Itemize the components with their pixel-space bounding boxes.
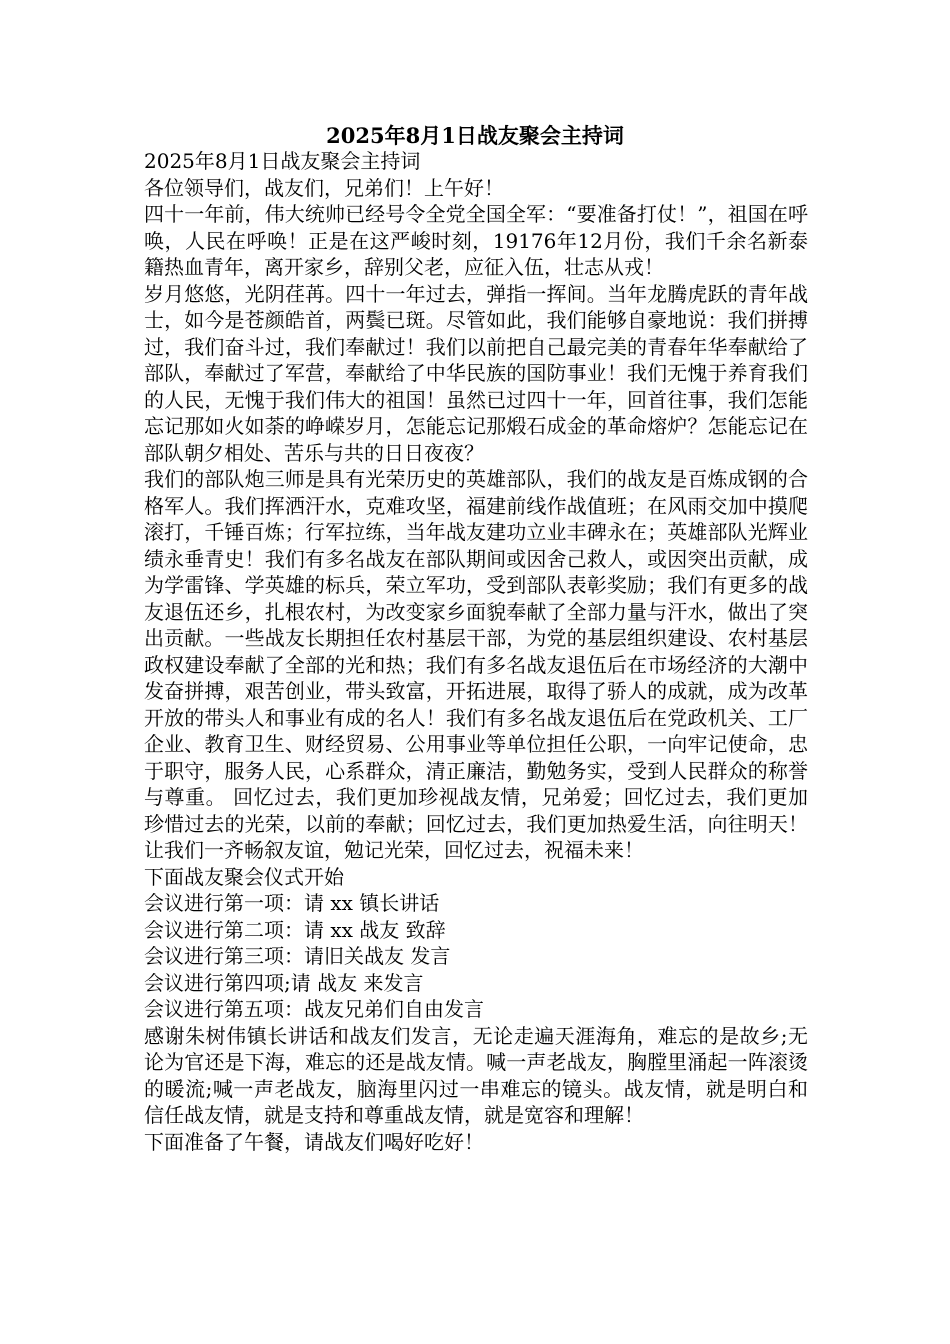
agenda-item-3: 会议进行第三项：请旧关战友 发言 <box>144 944 451 968</box>
document-body <box>144 148 808 1155</box>
agenda-item-2: 会议进行第二项：请 xx 战友 致辞 <box>144 917 446 942</box>
paragraph-subtitle: 2025年8月1日战友聚会主持词 <box>144 149 421 173</box>
agenda-item-5: 会议进行第五项：战友兄弟们自由发言 <box>144 997 484 1021</box>
paragraph-thanks: 感谢朱树伟镇长讲话和战友们发言，无论走遍天涯海角，难忘的是故乡;无论为官还是下海，难忘的还是战友情。喊一声老战友，胸膛里涌起一阵滚烫的暖流;喊一声老战友，脑海里闪过一串难忘的镜头。战友情，就是明白和信任战友情，就是支持和尊重战友情，就是宽容和理解！ <box>144 1023 808 1127</box>
agenda-item-1: 会议进行第一项：请 xx 镇长讲话 <box>144 891 440 915</box>
paragraph-ceremony-start: 下面战友聚会仪式开始 <box>144 864 344 889</box>
agenda-item-4: 会议进行第四项;请 战友 来发言 <box>144 970 424 995</box>
paragraph-greeting: 各位领导们，战友们，兄弟们！上午好！ <box>144 175 504 200</box>
paragraph-unit-honor: 我们的部队炮三师是具有光荣历史的英雄部队，我们的战友是百炼成钢的合格军人。我们挥洒汗水，克难攻坚，福建前线作战值班；在风雨交加中摸爬滚打，千锤百炼；行军拉练，当年战友建功立业丰碑永在；英雄部队光辉业绩永垂青史！我们有多名战友在部队期间或因舍己救人，或因突出贡献，成为学雷锋、学英雄的标兵，荣立军功，受到部队表彰奖励；我们有更多的战友退伍还乡，扎根农村，为改变家乡面貌奉献了全部力量与汗水，做出了突出贡献。一些战友长期担任农村基层干部，为党的基层组织建设、农村基层政权建设奉献了全部的光和热；我们有多名战友退伍后在市场经济的大潮中发奋拼搏，艰苦创业，带头致富，开拓进展，取得了骄人的成就，成为改革开放的带头人和事业有成的名人！我们有多名战友退伍后在党政机关、工厂企业、教育卫生、财经贸易、公用事业等单位担任公职，一向牢记使命，忠于职守，服务人民，心系群众，清正廉洁，勤勉务实，受到人民群众的称誉与尊重。 回忆过去，我们更加珍视战友情，兄弟爱；回忆过去，我们更加珍惜过去的光荣，以前的奉献；回忆过去，我们更加热爱生活，向往明天！让我们一齐畅叙友谊，勉记光荣，回忆过去，祝福未来！ <box>144 467 808 862</box>
document-title: 2025年8月1日战友聚会主持词 <box>326 123 624 148</box>
paragraph-history: 四十一年前，伟大统帅已经号令全党全国全军：“要准备打仗！”，祖国在呼唤，人民在呼唤！正是在这严峻时刻，19176年12月份，我们千余名新泰籍热血青年，离开家乡，辞别父老，应征入伍，壮志从戎！ <box>144 202 808 279</box>
paragraph-lunch: 下面准备了午餐，请战友们喝好吃好！ <box>144 1129 484 1154</box>
paragraph-years-passed: 岁月悠悠，光阴荏苒。四十一年过去，弹指一挥间。当年龙腾虎跃的青年战士，如今是苍颜皓首，两鬓已斑。尽管如此，我们能够自豪地说：我们拼搏过，我们奋斗过，我们奉献过！我们以前把自己最完美的青春年华奉献给了部队，奉献过了军营，奉献给了中华民族的国防事业！我们无愧于养育我们的人民，无愧于我们伟大的祖国！虽然已过四十一年，回首往事，我们怎能忘记那如火如荼的峥嵘岁月，怎能忘记那煅石成金的革命熔炉？怎能忘记在部队朝夕相处、苦乐与共的日日夜夜？ <box>144 281 808 465</box>
